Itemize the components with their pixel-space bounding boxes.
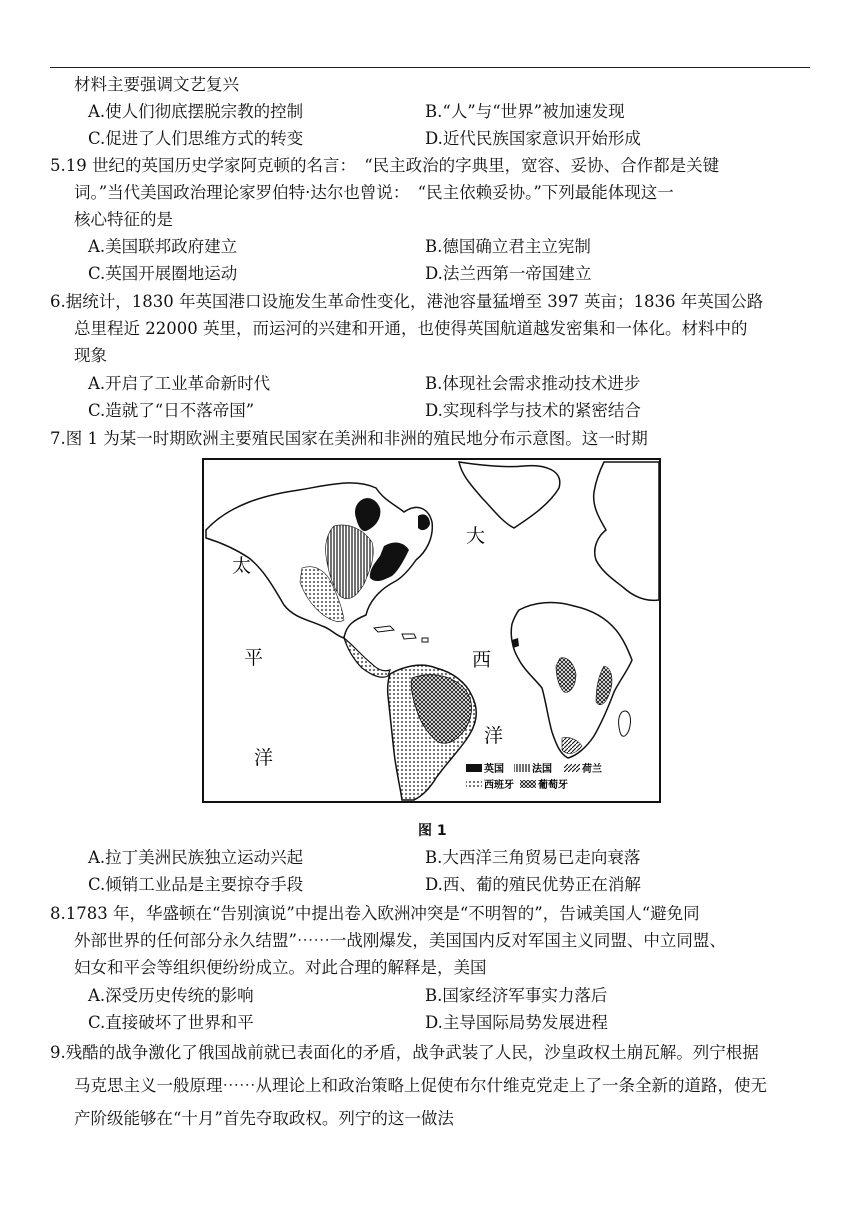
q8-stem-line2: 外部世界的任何部分永久结盟”⋯⋯一战刚爆发，美国国内反对军国主义同盟、中立同盟、 — [74, 931, 726, 950]
legend-label-portugal: 葡萄牙 — [538, 780, 568, 791]
q4-option-d: D.近代民族国家意识开始形成 — [425, 129, 641, 148]
legend-label-britain: 英国 — [484, 764, 504, 775]
q7-option-b: B.大西洋三角贸易已走向衰落 — [425, 848, 641, 867]
q4-option-a: A.使人们彻底摆脱宗教的控制 — [88, 102, 304, 121]
q6-option-a: A.开启了工业革命新时代 — [88, 374, 271, 393]
q7-option-a: A.拉丁美洲民族独立运动兴起 — [88, 848, 304, 867]
q6-option-d: D.实现科学与技术的紧密结合 — [425, 401, 641, 420]
q7-stem-line1: 7.图 1 为某一时期欧洲主要殖民国家在美洲和非洲的殖民地分布示意图。这一时期 — [50, 429, 648, 448]
q4-option-c: C.促进了人们思维方式的转变 — [88, 129, 304, 148]
q6-stem-line3: 现象 — [74, 346, 107, 365]
q8-stem-line1: 8.1783 年，华盛顿在“告别演说”中提出卷入欧洲冲突是“不明智的”，告诫美国人“避免同 — [50, 904, 700, 923]
q5-option-a: A.美国联邦政府建立 — [88, 237, 238, 256]
q5-option-b: B.德国确立君主立宪制 — [425, 237, 591, 256]
pacific-char-2: 平 — [244, 647, 264, 669]
atlantic-char-3: 洋 — [484, 725, 504, 747]
q9-stem-line2: 马克思主义一般原理⋯⋯从理论上和政治策略上促使布尔什维克党走上了一条全新的道路，使无 — [74, 1076, 767, 1095]
pacific-char-3: 洋 — [254, 747, 274, 769]
q8-option-b: B.国家经济军事实力落后 — [425, 986, 608, 1005]
q5-stem-line2: 词。”当代美国政治理论家罗伯特·达尔也曾说： “民主依赖妥协。”下列最能体现这一 — [74, 183, 674, 202]
q7-option-d: D.西、葡的殖民优势正在消解 — [425, 875, 641, 894]
legend-swatch-britain — [466, 764, 482, 772]
map-drawing — [204, 460, 659, 801]
pacific-char-1: 太 — [232, 555, 252, 577]
q8-stem-line3: 妇女和平会等组织便纷纷成立。对此合理的解释是，美国 — [74, 958, 487, 977]
legend-label-spain: 西班牙 — [484, 780, 514, 791]
atlantic-char-2: 西 — [472, 649, 492, 671]
legend-swatch-france — [514, 764, 530, 772]
q5-stem-line1: 5.19 世纪的英国历史学家阿克顿的名言： “民主政治的字典里，宽容、妥协、合作都是关键 — [50, 156, 720, 175]
q7-option-c: C.倾销工业品是主要掠夺手段 — [88, 875, 304, 894]
legend-label-netherlands: 荷兰 — [582, 764, 602, 775]
q8-option-c: C.直接破坏了世界和平 — [88, 1013, 254, 1032]
q5-option-c: C.英国开展圈地运动 — [88, 264, 238, 283]
q8-option-d: D.主导国际局势发展进程 — [425, 1013, 608, 1032]
q9-stem-line1: 9.残酷的战争激化了俄国战前就已表面化的矛盾，战争武装了人民，沙皇政权土崩瓦解。列宁根据 — [50, 1043, 759, 1062]
q6-option-c: C.造就了“日不落帝国” — [88, 401, 255, 420]
q6-stem-line2: 总里程近 22000 英里，而运河的兴建和开通，也使得英国航道越发密集和一体化。材料中的 — [74, 319, 748, 338]
colonial-map-figure — [202, 458, 661, 803]
q5-stem-line3: 核心特征的是 — [74, 210, 173, 229]
figure-caption: 图 1 — [418, 823, 447, 839]
q5-option-d: D.法兰西第一帝国建立 — [425, 264, 592, 283]
atlantic-char-1: 大 — [466, 525, 486, 547]
legend-swatch-spain — [466, 780, 482, 788]
intro-line: 材料主要强调文艺复兴 — [74, 75, 239, 94]
q6-option-b: B.体现社会需求推动技术进步 — [425, 374, 641, 393]
legend-swatch-netherlands — [564, 764, 580, 772]
q6-stem-line1: 6.据统计，1830 年英国港口设施发生革命性变化，港池容量猛增至 397 英亩；1836 年英国公路 — [50, 292, 764, 311]
q8-option-a: A.深受历史传统的影响 — [88, 986, 254, 1005]
q4-option-b: B.“人”与“世界”被加速发现 — [425, 102, 625, 121]
header-rule — [50, 67, 810, 68]
legend-swatch-portugal — [520, 780, 536, 788]
legend-label-france: 法国 — [532, 764, 552, 775]
q9-stem-line3: 产阶级能够在“十月”首先夺取政权。列宁的这一做法 — [74, 1109, 454, 1128]
